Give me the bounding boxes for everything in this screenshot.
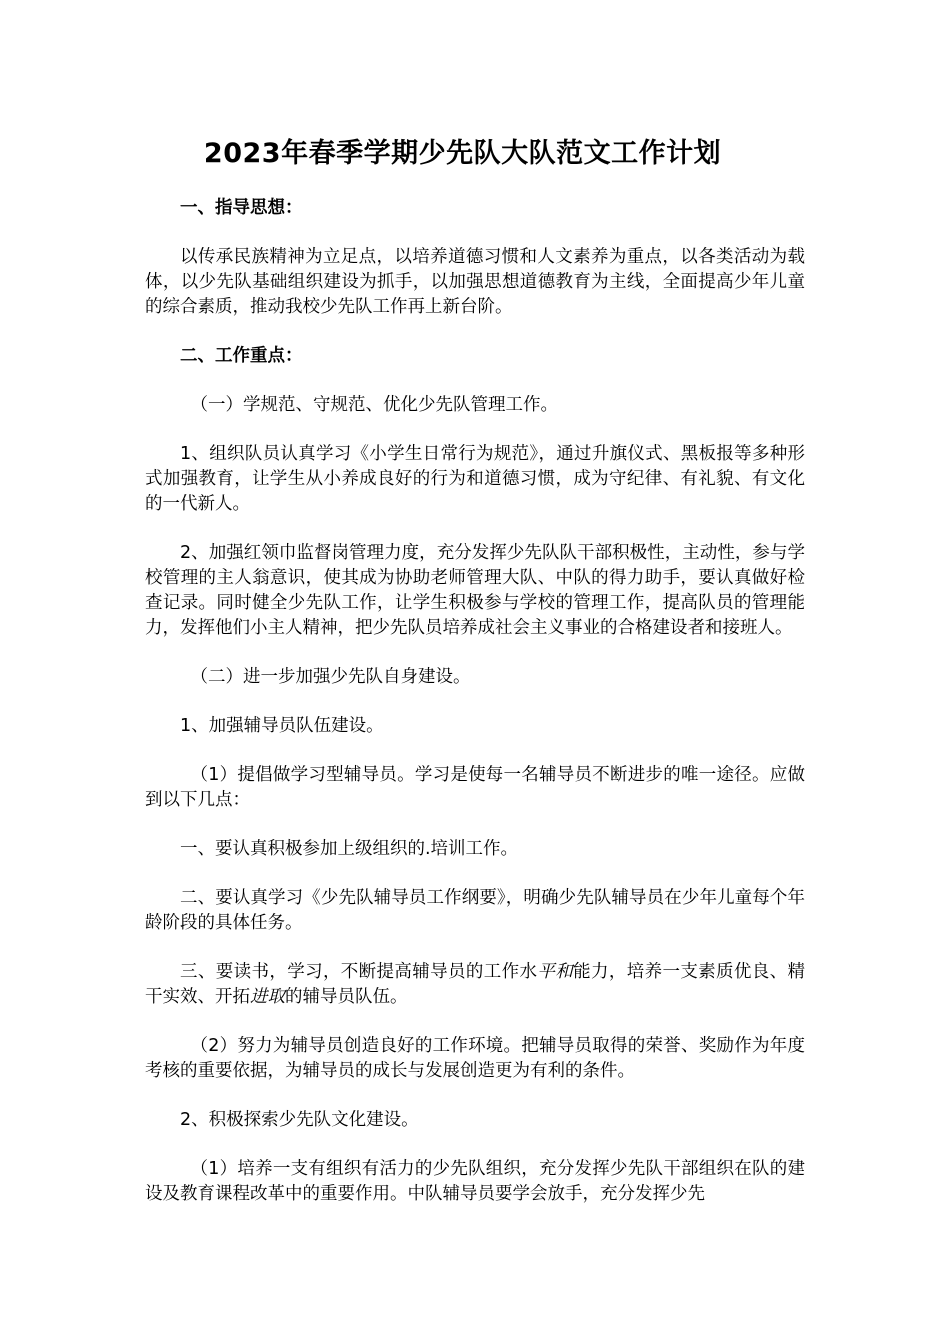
paragraph-culture-building: 2、积极探索少先队文化建设。 [180,1110,419,1130]
text-run: 能力，培养一支素质优良、精干实效、开拓 [145,962,806,1007]
paragraph-guiding-thought: 以传承民族精神为立足点，以培养道德习惯和人文素养为重点，以各类活动为载体，以少先队基础组织建设为抓手，以加强思想道德教育为主线，全面提高少年儿童的综合素质，推动我校少先队工作再上新台阶。 [145,247,805,317]
italic-text-run: 进取 [250,987,285,1007]
italic-text-run: 平和 [537,962,574,982]
section-heading-work-focus: 二、工作重点： [180,346,303,366]
paragraph-point-one: 一、要认真积极参加上级组织的.培训工作。 [180,839,519,859]
paragraph-point-two: 二、要认真学习《少先队辅导员工作纲要》，明确少先队辅导员在少年儿童每个年龄阶段的具体任务。 [145,888,805,933]
text-run: 的辅导员队伍。 [285,987,408,1007]
text-run: 三、要读书，学习，不断提高辅导员的工作水 [180,962,538,982]
paragraph-norms-1: 1、组织队员认真学习《小学生日常行为规范》，通过升旗仪式、黑板报等多种形式加强教育，让学生从小养成良好的行为和道德习惯，成为守纪律、有礼貌、有文化的一代新人。 [145,444,805,514]
paragraph-organization: （1）培养一支有组织有活力的少先队组织，充分发挥少先队干部组织在队的建设及教育课程改革中的重要作用。中队辅导员要学会放手，充分发挥少先 [145,1159,805,1204]
paragraph-work-environment: （2）努力为辅导员创造良好的工作环境。把辅导员取得的荣誉、奖励作为年度考核的重要依据，为辅导员的成长与发展创造更为有利的条件。 [145,1036,805,1081]
document-body [145,196,805,1231]
paragraph-counselor-team: 1、加强辅导员队伍建设。 [180,716,384,736]
paragraph-learning-counselor: （1）提倡做学习型辅导员。学习是使每一名辅导员不断进步的唯一途径。应做到以下几点： [145,765,805,810]
section-heading-guiding-thought: 一、指导思想： [180,198,303,218]
paragraph-norms-2: 2、加强红领巾监督岗管理力度，充分发挥少先队队干部积极性，主动性，参与学校管理的主人翁意识，使其成为协助老师管理大队、中队的得力助手，要认真做好检查记录。同时健全少先队工作，让学生积极参与学校的管理工作，提高队员的管理能力，发挥他们小主人精神，把少先队员培养成社会主义事业的合格建设者和接班人。 [145,543,805,638]
paragraph-point-three [145,960,805,1010]
subheading-self-building: （二）进一步加强少先队自身建设。 [190,667,471,687]
subheading-norms: （一）学规范、守规范、优化少先队管理工作。 [190,395,558,415]
document-title: 2023年春季学期少先队大队范文工作计划 [203,138,722,169]
